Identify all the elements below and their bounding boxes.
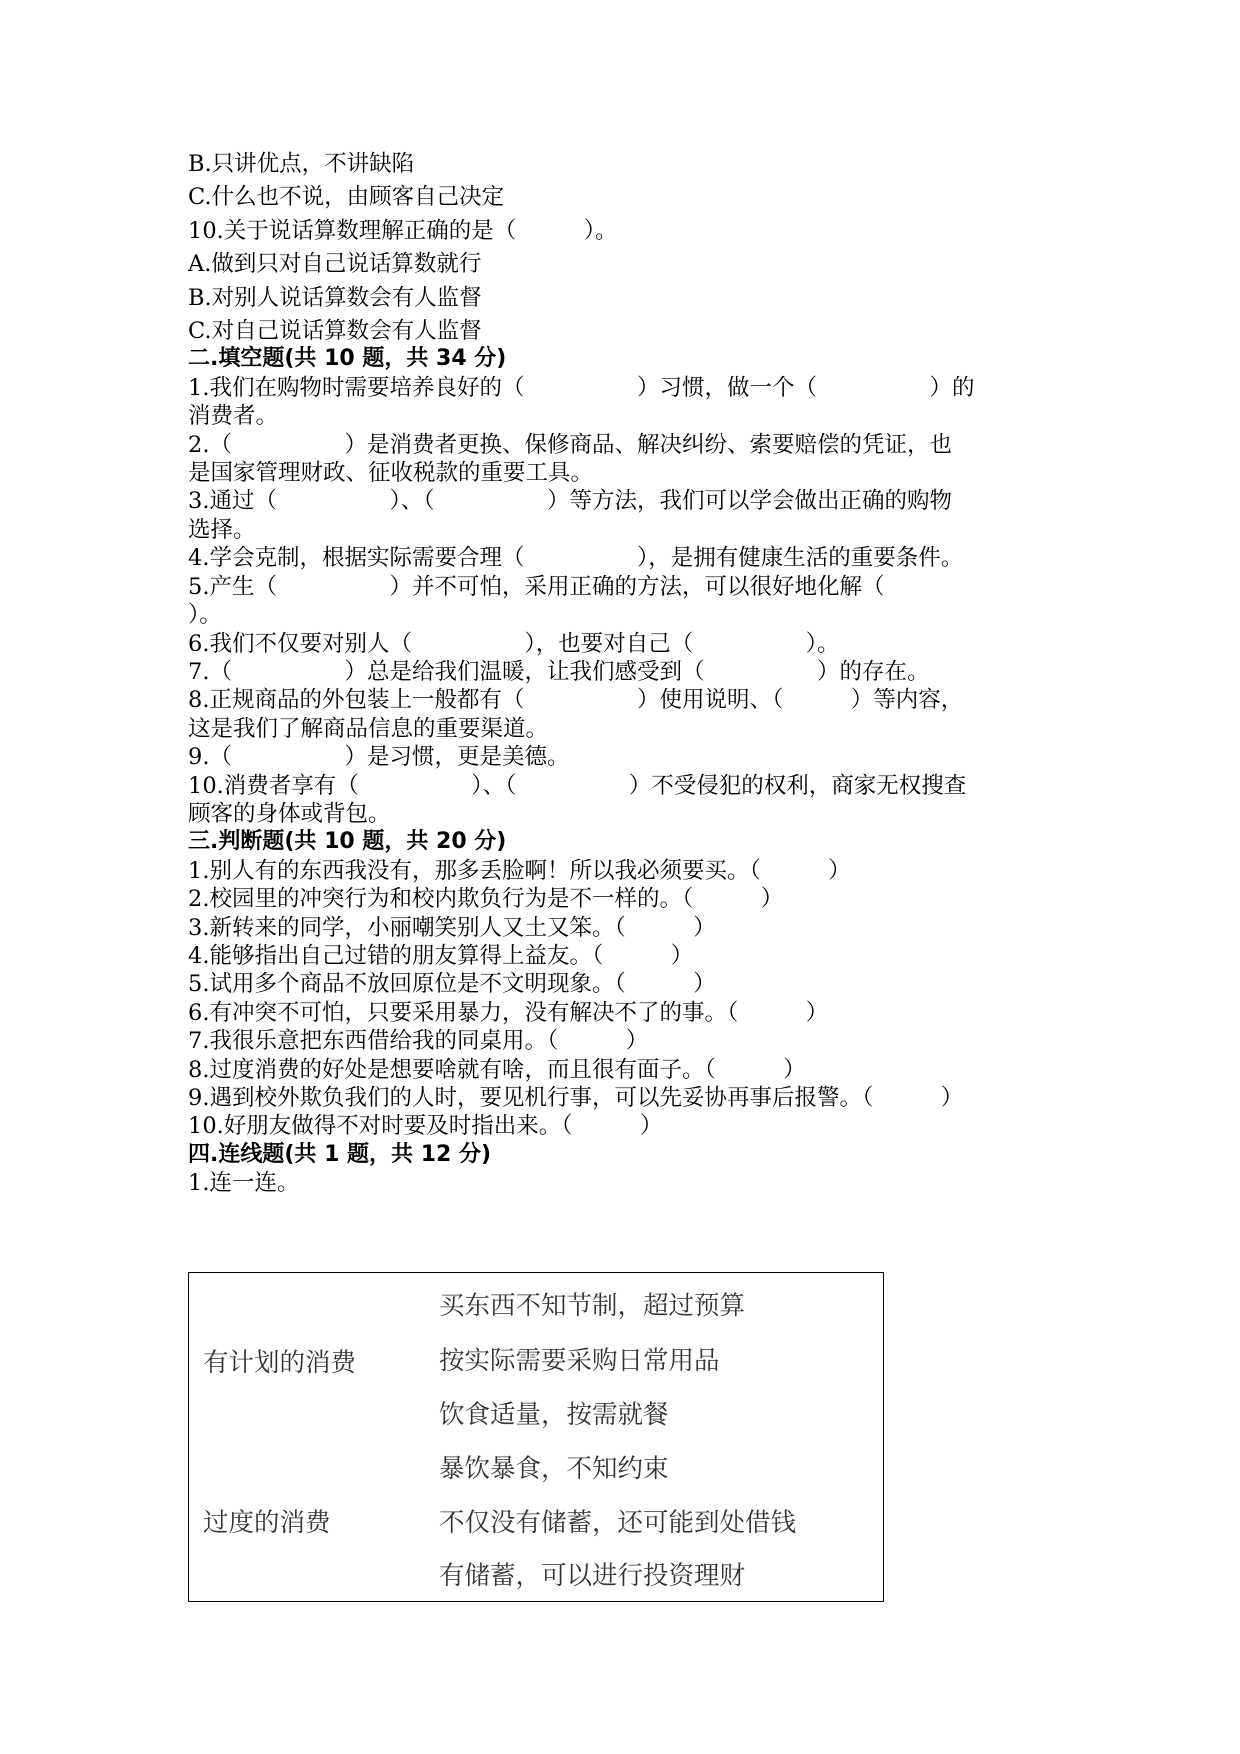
worksheet-page bbox=[188, 150, 1068, 1198]
fill-blank-line: 5.产生（ ）并不可怕，采用正确的方法，可以很好地化解（ bbox=[188, 573, 885, 600]
true-false-item: 10.好朋友做得不对时要及时指出来。（ ） bbox=[188, 1113, 663, 1140]
matching-right-item[interactable]: 不仅没有储蓄，还可能到处借钱 bbox=[439, 1508, 797, 1538]
matching-question: 1.连一连。 bbox=[188, 1170, 300, 1197]
matching-right-item[interactable]: 买东西不知节制，超过预算 bbox=[439, 1291, 746, 1321]
fill-blank-line: 6.我们不仅要对别人（ ），也要对自己（ ）。 bbox=[188, 630, 840, 657]
true-false-item: 4.能够指出自己过错的朋友算得上益友。（ ） bbox=[188, 942, 694, 969]
option-c: C.什么也不说，由顾客自己决定 bbox=[188, 184, 505, 211]
option-a: A.做到只对自己说话算数就行 bbox=[188, 251, 482, 278]
matching-right-item[interactable]: 饮食适量，按需就餐 bbox=[439, 1400, 669, 1430]
matching-right-item[interactable]: 有储蓄，可以进行投资理财 bbox=[439, 1561, 746, 1591]
fill-blank-line: 8.正规商品的外包装上一般都有（ ）使用说明、（ ）等内容， bbox=[188, 687, 964, 714]
fill-blank-line: 4.学会克制，根据实际需要合理（ ），是拥有健康生活的重要条件。 bbox=[188, 545, 964, 572]
true-false-item: 2.校园里的冲突行为和校内欺负行为是不一样的。（ ） bbox=[188, 886, 784, 913]
matching-left-item[interactable]: 有计划的消费 bbox=[203, 1348, 357, 1378]
true-false-item: 3.新转来的同学，小丽嘲笑别人又土又笨。（ ） bbox=[188, 914, 716, 941]
matching-right-item[interactable]: 按实际需要采购日常用品 bbox=[439, 1346, 720, 1376]
section-heading-fill-blank: 二.填空题(共 10 题，共 34 分) bbox=[188, 346, 507, 372]
true-false-item: 6.有冲突不可怕，只要采用暴力，没有解决不了的事。（ ） bbox=[188, 999, 829, 1026]
fill-blank-line: 这是我们了解商品信息的重要渠道。 bbox=[188, 715, 549, 742]
question-10: 10.关于说话算数理解正确的是（ ）。 bbox=[188, 217, 618, 244]
fill-blank-line: 顾客的身体或背包。 bbox=[188, 800, 391, 827]
option-c: C.对自己说话算数会有人监督 bbox=[188, 318, 482, 345]
fill-blank-line: 消费者。 bbox=[188, 403, 279, 430]
fill-blank-line: 选择。 bbox=[188, 516, 256, 543]
true-false-item: 9.遇到校外欺负我们的人时，要见机行事，可以先妥协再事后报警。（ ） bbox=[188, 1085, 964, 1111]
option-b: B.对别人说话算数会有人监督 bbox=[188, 284, 482, 311]
section-heading-matching: 四.连线题(共 1 题，共 12 分) bbox=[188, 1141, 492, 1167]
fill-blank-line: ）。 bbox=[188, 602, 222, 629]
fill-blank-line: 7.（ ）总是给我们温暖，让我们感受到（ ）的存在。 bbox=[188, 658, 930, 685]
fill-blank-line: 1.我们在购物时需要培养良好的（ ）习惯，做一个（ ）的 bbox=[188, 374, 975, 401]
true-false-item: 5.试用多个商品不放回原位是不文明现象。（ ） bbox=[188, 971, 716, 998]
fill-blank-line: 3.通过（ ）、（ ）等方法，我们可以学会做出正确的购物 bbox=[188, 488, 952, 515]
fill-blank-line: 2.（ ）是消费者更换、保修商品、解决纠纷、索要赔偿的凭证，也 bbox=[188, 431, 952, 458]
matching-box bbox=[188, 1272, 884, 1602]
section-heading-true-false: 三.判断题(共 10 题，共 20 分) bbox=[188, 829, 507, 855]
matching-left-item[interactable]: 过度的消费 bbox=[203, 1508, 331, 1538]
fill-blank-line: 10.消费者享有（ ）、（ ）不受侵犯的权利，商家无权搜查 bbox=[188, 772, 967, 799]
true-false-item: 7.我很乐意把东西借给我的同桌用。（ ） bbox=[188, 1028, 649, 1055]
fill-blank-line: 9.（ ）是习惯，更是美德。 bbox=[188, 744, 570, 771]
true-false-item: 8.过度消费的好处是想要啥就有啥，而且很有面子。（ ） bbox=[188, 1056, 806, 1083]
fill-blank-line: 是国家管理财政、征收税款的重要工具。 bbox=[188, 460, 594, 487]
true-false-item: 1.别人有的东西我没有，那多丢脸啊！所以我必须要买。（ ） bbox=[188, 857, 851, 884]
option-b: B.只讲优点，不讲缺陷 bbox=[188, 151, 415, 177]
matching-right-item[interactable]: 暴饮暴食，不知约束 bbox=[439, 1454, 669, 1484]
